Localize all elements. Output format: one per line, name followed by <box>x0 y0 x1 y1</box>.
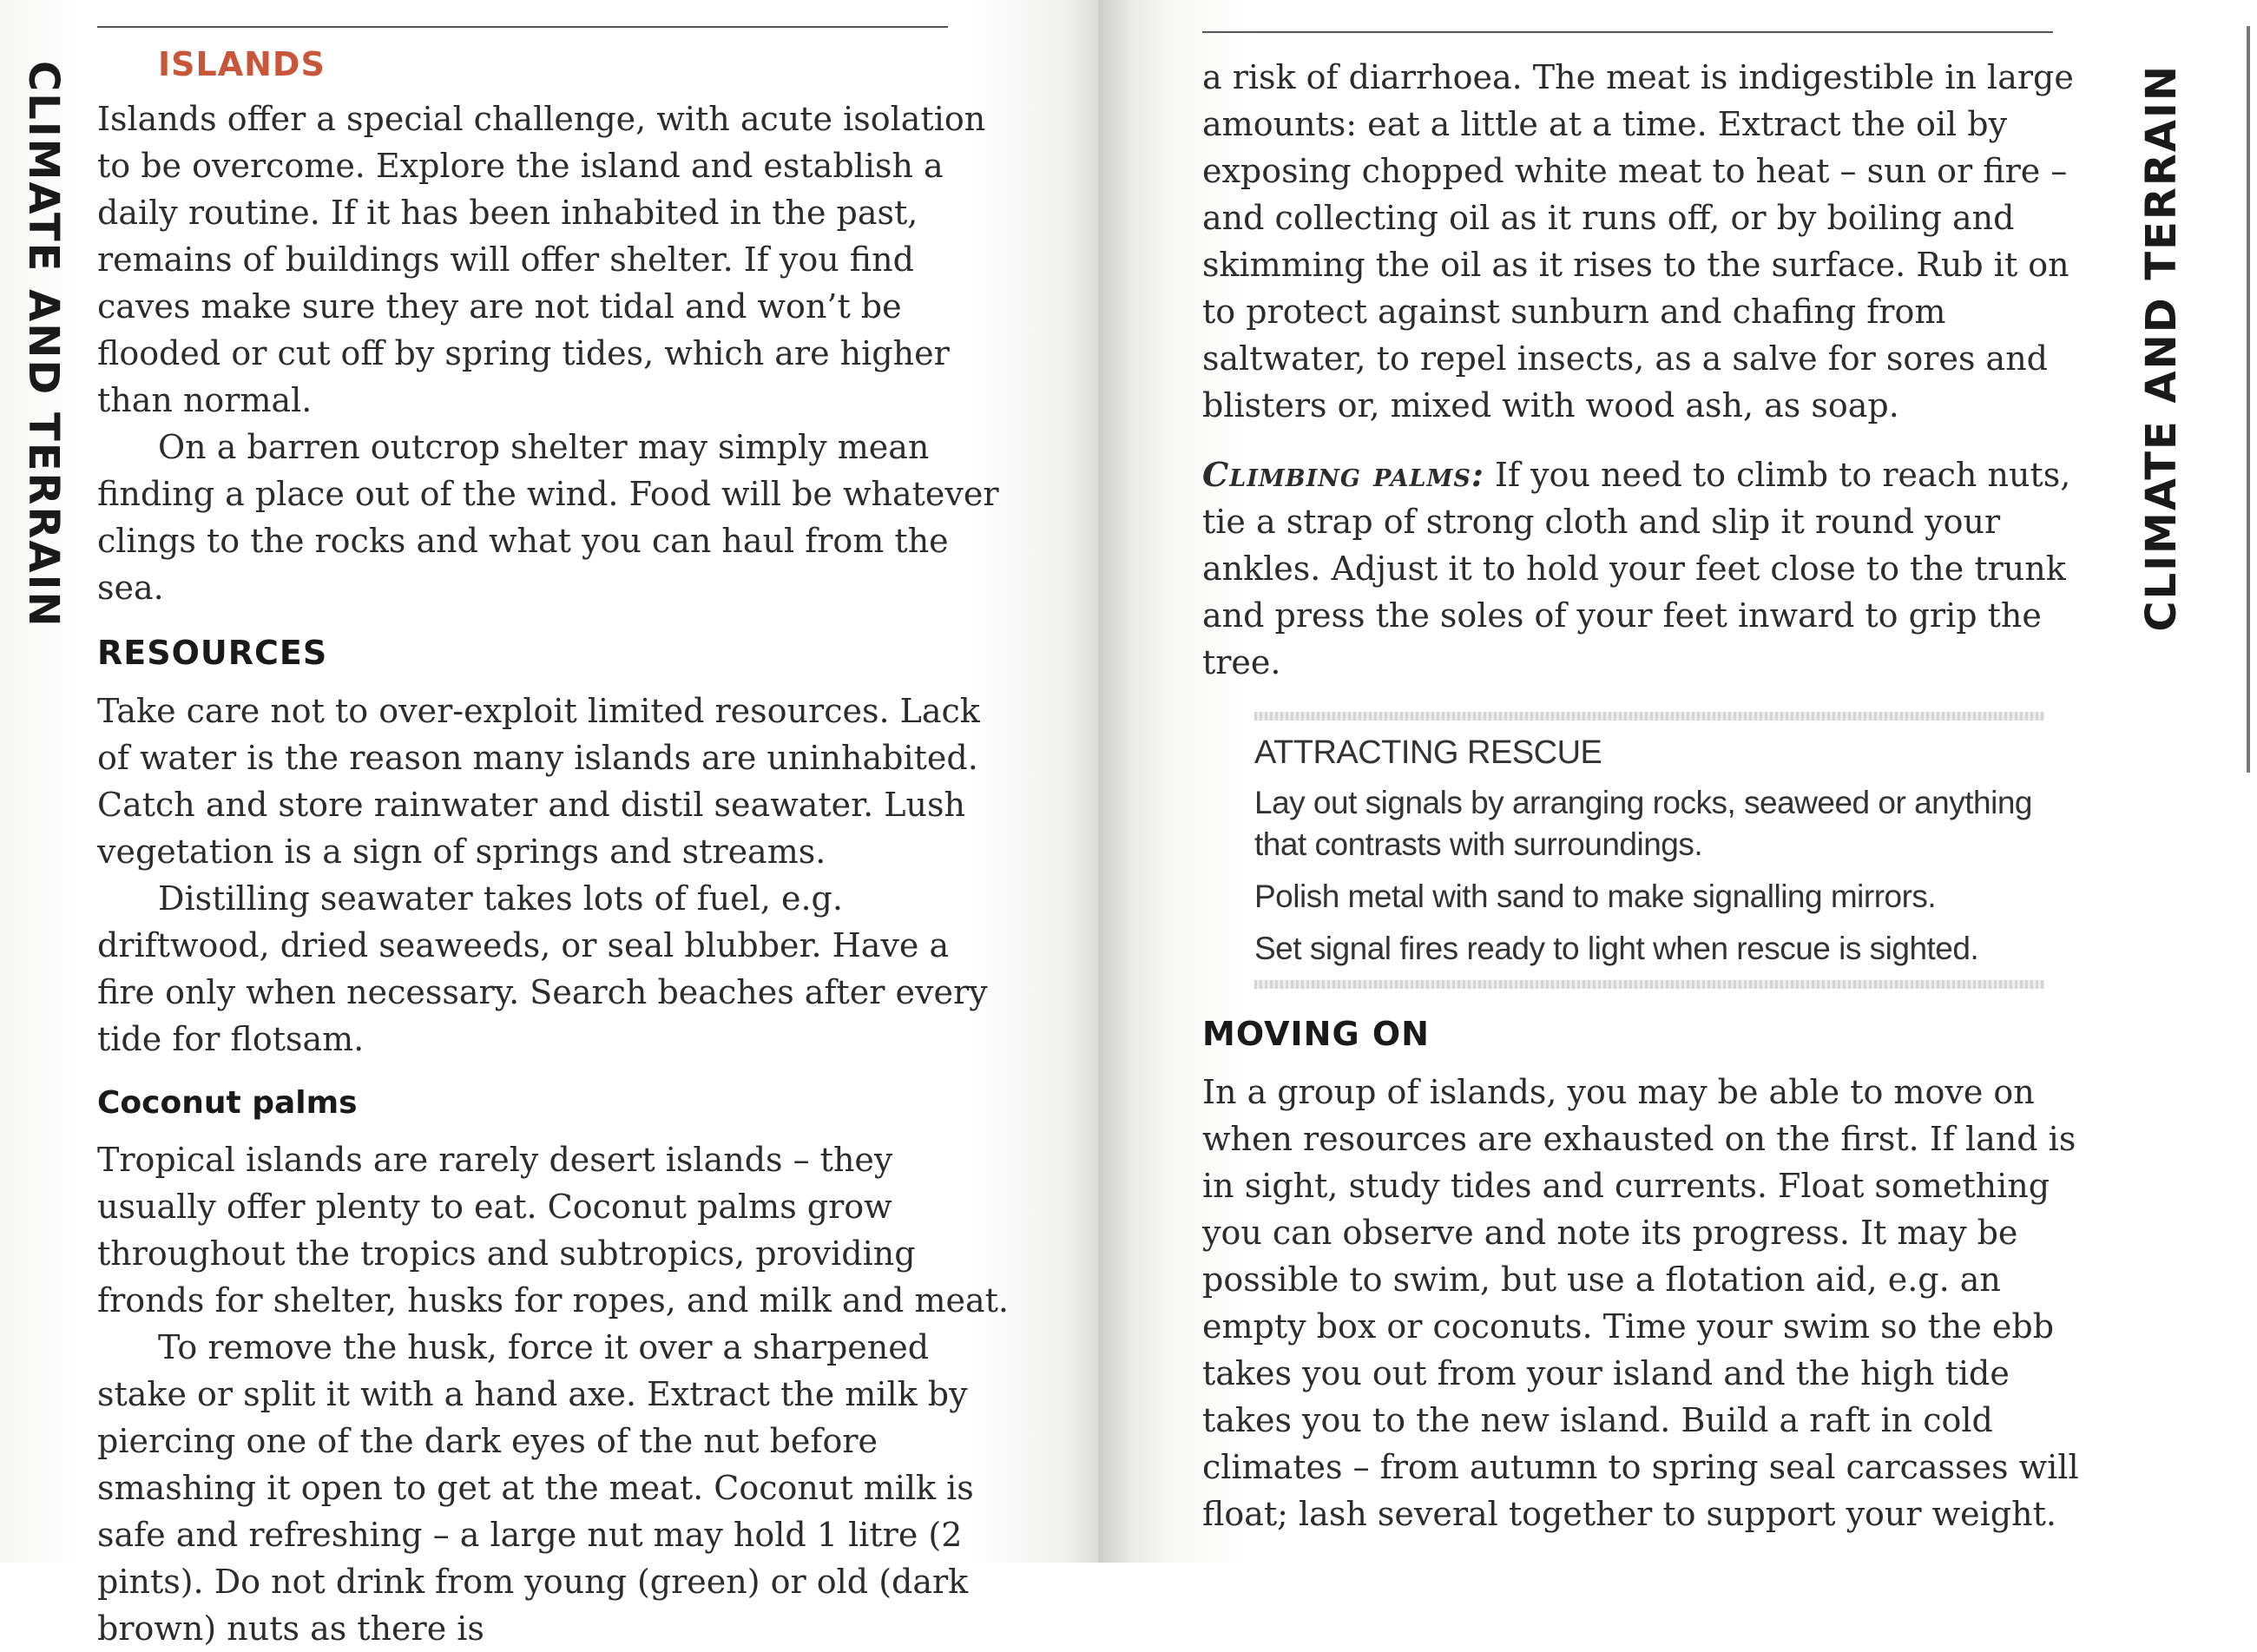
right-column <box>1202 54 2096 1537</box>
resources-paragraph-1: Take care not to over-exploit limited resources. Lack of water is the reason many islands are uninhabited. Catch and store rainwater and distil seawater. Lush vegetation is a sign of springs and streams. <box>97 692 980 871</box>
box-top-rule <box>1254 712 2044 721</box>
box-item: Polish metal with sand to make signalling mirrors. <box>1254 879 1937 914</box>
top-rule-right <box>1202 31 2053 33</box>
box-item: Lay out signals by arranging rocks, seaweed or anything that contrasts with surroundings. <box>1254 785 2032 862</box>
heading-moving-on: MOVING ON <box>1202 1015 1430 1053</box>
box-bottom-rule <box>1254 980 2044 989</box>
left-column <box>97 45 1009 1652</box>
book-spine <box>1063 0 1133 1563</box>
climbing-text: If you need to climb to reach nuts, tie a strap of strong cloth and slip it round your ankles. Adjust it to hold your feet close to the trunk and press the soles of your feet inward to grip the tree. <box>1202 456 2071 681</box>
islands-paragraph-2: On a barren outcrop shelter may simply mean finding a place out of the wind. Food will be whatever clings to the rocks and what you can haul from the sea. <box>97 428 999 607</box>
top-rule-left <box>97 26 948 28</box>
page-edge <box>2247 26 2250 773</box>
attracting-rescue-box <box>1254 712 2044 989</box>
resources-paragraph-2: Distilling seawater takes lots of fuel, e.g. driftwood, dried seaweeds, or seal blubber. Have a fire only when necessary. Search beaches after every tide for flotsam. <box>97 879 988 1058</box>
continued-paragraph: a risk of diarrhoea. The meat is indigestible in large amounts: eat a little at a time. Extract the oil by exposing chopped white meat to heat – sun or fire – and collecting oil as it runs off, or by boiling and skimming the oil as it rises to the surface. Rub it on to protect against sunburn and chafing from saltwater, to repel insects, as a salve for sores and blisters or, mixed with wood ash, as soap. <box>1202 58 2074 425</box>
side-tab-right: CLIMATE AND TERRAIN <box>2137 64 2186 632</box>
side-tab-left: CLIMATE AND TERRAIN <box>19 61 68 629</box>
climbing-label: Climbing palms: <box>1202 455 1484 494</box>
heading-coconut-palms: Coconut palms <box>97 1085 358 1121</box>
box-title: ATTRACTING RESCUE <box>1254 734 1602 771</box>
coconut-paragraph-1: Tropical islands are rarely desert islands – they usually offer plenty to eat. Coconut palms grow throughout the tropics and subtropics, providing fronds for shelter, husks for ropes, and milk and meat. <box>97 1141 1009 1320</box>
islands-paragraph-1: Islands offer a special challenge, with acute isolation to be overcome. Explore the island and establish a daily routine. If it has been inhabited in the past, remains of buildings will offer shelter. If you find caves make sure they are not tidal and won’t be flooded or cut off by spring tides, which are higher than normal. <box>97 100 986 419</box>
box-item: Set signal fires ready to light when rescue is sighted. <box>1254 931 1979 966</box>
moving-on-paragraph: In a group of islands, you may be able to move on when resources are exhausted on the first. If land is in sight, study tides and currents. Float something you can observe and note its progress. It may be possible to swim, but use a flotation aid, e.g. an empty box or coconuts. Time your swim so the ebb takes you out from your island and the high tide takes you to the new island. Build a raft in cold climates – from autumn to spring seal carcasses will float; lash several together to support your weight. <box>1202 1073 2079 1533</box>
heading-islands: ISLANDS <box>158 45 326 83</box>
heading-resources: RESOURCES <box>97 634 328 672</box>
coconut-paragraph-2: To remove the husk, force it over a sharpened stake or split it with a hand axe. Extract the milk by piercing one of the dark eyes of the nut before smashing it open to get at the meat. Coconut milk is safe and refreshing – a large nut may hold 1 litre (2 pints). Do not drink from young (green) or old (dark brown) nuts as there is <box>97 1328 974 1648</box>
climbing-paragraph <box>1202 451 2096 686</box>
